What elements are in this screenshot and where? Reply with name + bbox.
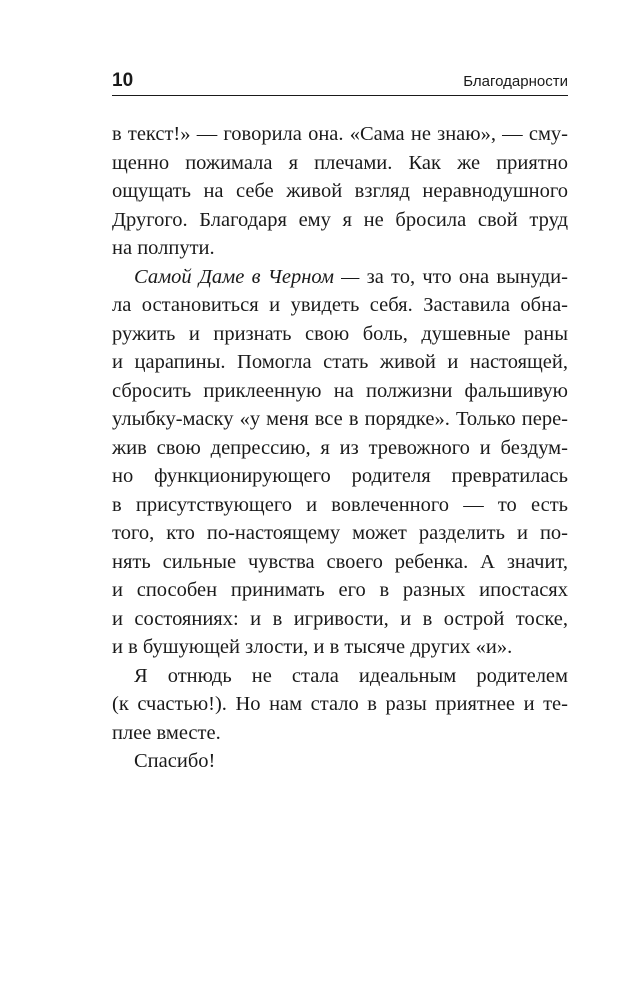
body-text: [112, 120, 568, 776]
text-line: сбросить приклеенную на полжизни фальшивую: [112, 379, 568, 402]
page-header: [112, 70, 568, 96]
text-line: Спасибо!: [134, 750, 216, 772]
running-head: Благодарности: [463, 73, 568, 90]
text-line: (к счастью!). Но нам стало в разы приятнее и те-: [112, 693, 568, 715]
text-line: нять сильные чувства своего ребенка. А значит,: [112, 550, 568, 573]
text-line: Я отнюдь не стала идеальным родителем: [134, 664, 568, 687]
header-rule: [112, 95, 568, 96]
text-line: [112, 263, 568, 292]
text-fragment: за то, что она вынуди-: [366, 265, 568, 288]
text-line: Другого. Благодаря ему я не бросила свой труд: [112, 208, 568, 231]
text-line: ощущать на себе живой взгляд неравнодушного: [112, 180, 568, 202]
text-line: плее вместе.: [112, 721, 221, 744]
text-line: и состояниях: и в игривости, и в острой тоске,: [112, 607, 568, 630]
text-line: на полпути.: [112, 237, 215, 259]
text-line: ла остановиться и увидеть себя. Заставила обна-: [112, 294, 568, 316]
text-line: в присутствующего и вовлеченного — то есть: [112, 493, 568, 516]
text-line: ружить и признать свою боль, душевные раны: [112, 322, 568, 345]
text-line: щенно пожимала я плечами. Как же приятно: [112, 151, 568, 174]
page-number: 10: [112, 70, 134, 91]
text-line: и царапины. Помогла стать живой и настоящей,: [112, 351, 568, 373]
text-line: но функционирующего родителя превратилась: [112, 465, 568, 487]
text-line: того, кто по-настоящему может разделить и по-: [112, 522, 568, 544]
text-line: и способен принимать его в разных ипостасях: [112, 579, 568, 601]
text-line: и в бушующей злости, и в тысяче других «и».: [112, 636, 513, 658]
text-line: в текст!» — говорила она. «Сама не знаю», — сму-: [112, 123, 568, 145]
italic-dedication: Самой Даме в Черном —: [134, 265, 360, 288]
text-line: жив свою депрессию, я из тревожного и бездум-: [112, 436, 568, 459]
text-line: улыбку-маску «у меня все в порядке». Только пере-: [112, 408, 568, 430]
